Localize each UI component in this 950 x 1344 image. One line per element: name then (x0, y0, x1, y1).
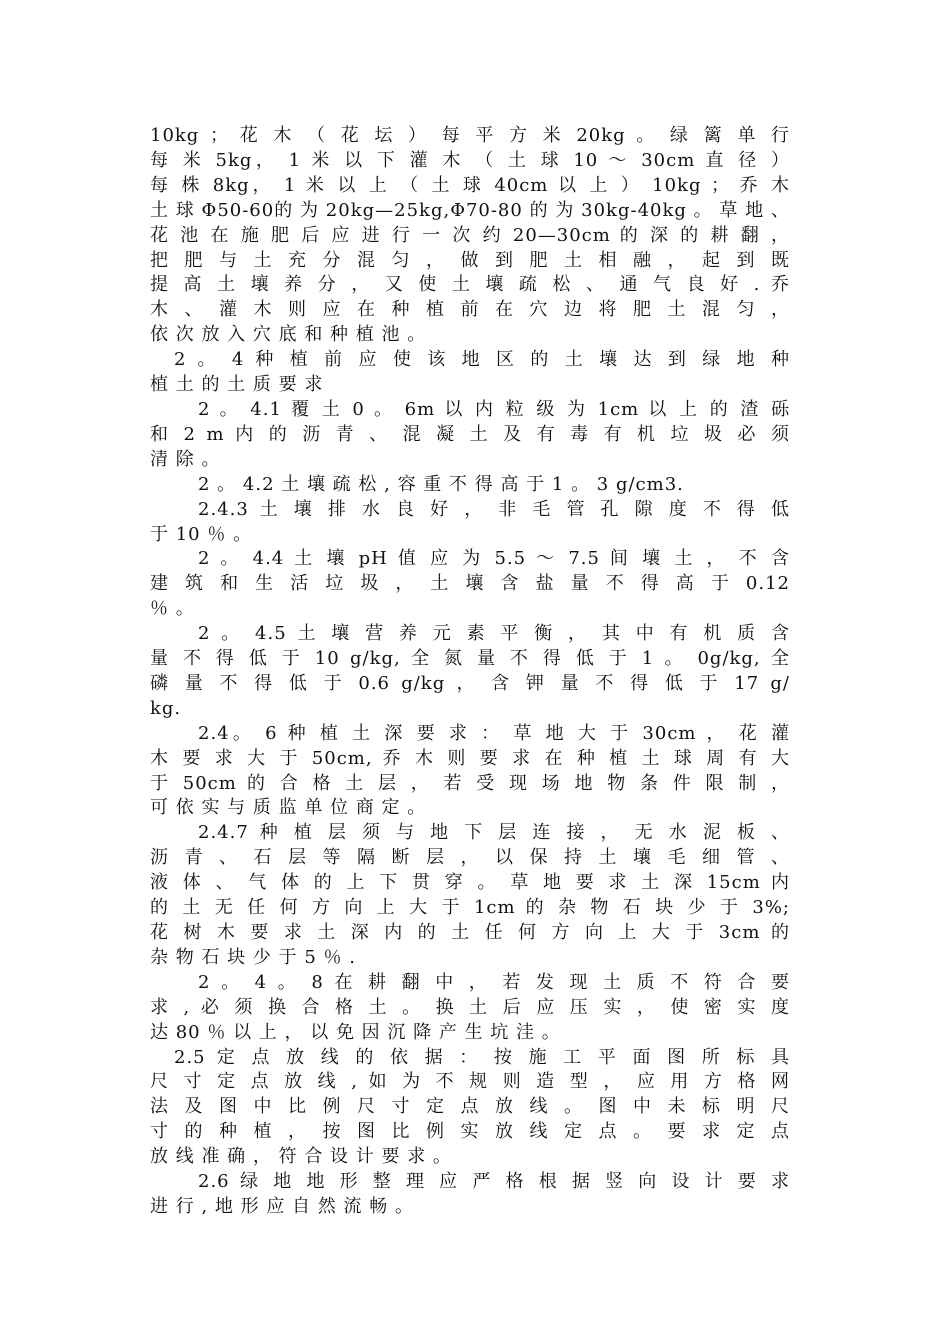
text-line: 于 10 ％ 。 (150, 523, 253, 545)
text-line: 提 高 土 壤 养 分 ， 又 使 土 壤 疏 松 、 通 气 良 好 . 乔 (150, 274, 790, 296)
text-line: 2 。 4.1 覆 土 0 。 6m 以 内 粒 级 为 1cm 以 上 的 渣 砾 (198, 398, 790, 420)
text-line: 于 50cm 的 合 格 土 层 ， 若 受 现 场 地 物 条 件 限 制 ， (150, 772, 790, 794)
text-line: 尺 寸 定 点 放 线 , 如 为 不 规 则 造 型 ， 应 用 方 格 网 (150, 1071, 790, 1093)
text-line: 花 池 在 施 肥 后 应 进 行 一 次 约 20—30cm 的 深 的 耕 翻 ， (150, 224, 790, 246)
text-line: 放 线 准 确 ， 符 合 设 计 要 求 。 (150, 1146, 452, 1168)
text-line: 木 、 灌 木 则 应 在 种 植 前 在 穴 边 将 肥 土 混 匀 ， (150, 299, 790, 321)
text-line: 把 肥 与 土 充 分 混 匀 ， 做 到 肥 土 相 融 ， 起 到 既 (150, 249, 790, 271)
text-line: 2 。 4.2 土 壤 疏 松 , 容 重 不 得 高 于 1 。 3 g/cm3. (198, 473, 684, 495)
text-line: ％ 。 (150, 598, 195, 620)
text-line: 求 , 必 须 换 合 格 土 。 换 土 后 应 压 实 ， 使 密 实 度 (150, 996, 790, 1018)
text-line: 2 。 4 。 8 在 耕 翻 中 ， 若 发 现 土 质 不 符 合 要 (198, 971, 790, 993)
text-line: 2.4。 6 种 植 土 深 要 求 ： 草 地 大 于 30cm ， 花 灌 (198, 722, 790, 744)
text-line: 2 。 4.4 土 壤 pH 值 应 为 5.5 ～ 7.5 间 壤 土 ， 不 含 (198, 548, 790, 570)
text-line: 2.5 定 点 放 线 的 依 据 ： 按 施 工 平 面 图 所 标 具 (174, 1046, 790, 1068)
text-line: 2 。 4 种 植 前 应 使 该 地 区 的 土 壤 达 到 绿 地 种 (174, 349, 790, 371)
text-line: 建 筑 和 生 活 垃 圾 ， 土 壤 含 盐 量 不 得 高 于 0.12 (150, 573, 790, 595)
text-line: 和 2 m 内 的 沥 青 、 混 凝 土 及 有 毒 有 机 垃 圾 必 须 (150, 423, 790, 445)
document-body (150, 124, 790, 1220)
text-line: 可 依 实 与 质 监 单 位 商 定 。 (150, 797, 427, 819)
text-line: 杂 物 石 块 少 于 5 ％ . (150, 946, 356, 968)
text-line: 清 除 。 (150, 448, 221, 470)
text-line: 2 。 4.5 土 壤 营 养 元 素 平 衡 ， 其 中 有 机 质 含 (198, 623, 790, 645)
text-line: 的 土 无 任 何 方 向 上 大 于 1cm 的 杂 物 石 块 少 于 3%; (150, 897, 790, 919)
text-line: 土 球 Φ50-60的 为 20kg—25kg,Φ70-80 的 为 30kg-40kg 。 草 地 、 (150, 199, 790, 221)
text-line: 寸 的 种 植 ， 按 图 比 例 实 放 线 定 点 。 要 求 定 点 (150, 1121, 790, 1143)
text-line: 2.6 绿 地 地 形 整 理 应 严 格 根 据 竖 向 设 计 要 求 (198, 1171, 790, 1193)
text-line: 磷 量 不 得 低 于 0.6 g/kg ， 含 钾 量 不 得 低 于 17 g/ (150, 672, 790, 694)
text-line: 量 不 得 低 于 10 g/kg, 全 氮 量 不 得 低 于 1 。 0g/kg, 全 (150, 648, 790, 670)
text-line: 进 行 , 地 形 应 自 然 流 畅 。 (150, 1195, 414, 1217)
text-line: 每 米 5kg， 1 米 以 下 灌 木 （ 土 球 10 ～ 30cm 直 径 ） (150, 149, 790, 171)
text-line: 10kg ； 花 木 （ 花 坛 ） 每 平 方 米 20kg 。 绿 篱 单 行 (150, 125, 790, 146)
text-line: 沥 青 、 石 层 等 隔 断 层 ， 以 保 持 土 壤 毛 细 管 、 (150, 847, 790, 869)
text-line: 每 株 8kg， 1 米 以 上 （ 土 球 40cm 以 上 ） 10kg ； 乔 木 (150, 174, 790, 196)
text-line: 2.4.3 土 壤 排 水 良 好 ， 非 毛 管 孔 隙 度 不 得 低 (198, 498, 790, 520)
text-line: 液 体 、 气 体 的 上 下 贯 穿 。 草 地 要 求 土 深 15cm 内 (150, 872, 790, 894)
text-line: kg. (150, 697, 182, 719)
text-line: 2.4.7 种 植 层 须 与 地 下 层 连 接 ， 无 水 泥 板 、 (198, 822, 790, 844)
text-line: 花 树 木 要 求 土 深 内 的 土 任 何 方 向 上 大 于 3cm 的 (150, 922, 790, 943)
text-line: 木 要 求 大 于 50cm, 乔 木 则 要 求 在 种 植 土 球 周 有 大 (150, 747, 790, 769)
text-line: 达 80 ％ 以 上 ， 以 免 因 沉 降 产 生 坑 洼 。 (150, 1021, 561, 1043)
text-line: 法 及 图 中 比 例 尺 寸 定 点 放 线 。 图 中 未 标 明 尺 (150, 1096, 790, 1118)
text-line: 植 土 的 土 质 要 求 (150, 374, 324, 396)
text-line: 依 次 放 入 穴 底 和 种 植 池 。 (150, 324, 427, 346)
